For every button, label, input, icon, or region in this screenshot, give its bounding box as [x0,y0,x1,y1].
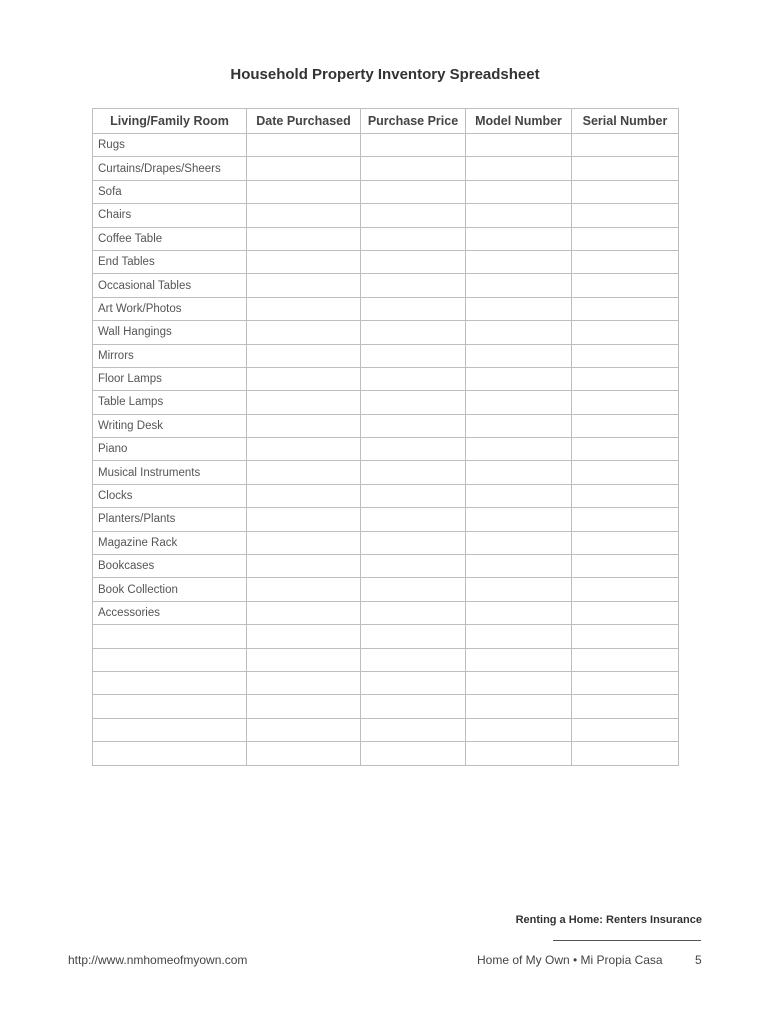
table-row [93,601,679,624]
item-cell: Planters/Plants [93,508,247,531]
serial-number-cell[interactable] [572,157,679,180]
table-row [93,578,679,601]
serial-number-cell[interactable] [572,508,679,531]
purchase-price-cell[interactable] [361,414,466,437]
model-number-cell[interactable] [466,438,572,461]
model-number-cell[interactable] [466,321,572,344]
item-cell: Wall Hangings [93,321,247,344]
inventory-table [92,108,679,766]
model-number-cell[interactable] [466,648,572,671]
model-number-cell[interactable] [466,227,572,250]
serial-number-cell[interactable] [572,531,679,554]
table-row [93,695,679,718]
serial-number-cell[interactable] [572,250,679,273]
footer-divider [553,940,701,941]
date-purchased-cell[interactable] [247,367,361,390]
table-row [93,367,679,390]
date-purchased-cell[interactable] [247,484,361,507]
model-number-cell[interactable] [466,531,572,554]
serial-number-cell[interactable] [572,321,679,344]
model-number-cell[interactable] [466,484,572,507]
purchase-price-cell[interactable] [361,438,466,461]
date-purchased-cell[interactable] [247,344,361,367]
model-number-cell[interactable] [466,508,572,531]
serial-number-cell[interactable] [572,367,679,390]
purchase-price-cell[interactable] [361,180,466,203]
serial-number-cell[interactable] [572,180,679,203]
purchase-price-cell[interactable] [361,625,466,648]
model-number-cell[interactable] [466,555,572,578]
item-cell [93,671,247,694]
serial-number-cell[interactable] [572,742,679,765]
purchase-price-cell[interactable] [361,157,466,180]
model-number-cell[interactable] [466,250,572,273]
date-purchased-cell[interactable] [247,555,361,578]
header-item: Living/Family Room [93,109,247,134]
model-number-cell[interactable] [466,742,572,765]
date-purchased-cell[interactable] [247,414,361,437]
item-cell: Occasional Tables [93,274,247,297]
item-cell: Floor Lamps [93,367,247,390]
item-cell [93,718,247,741]
table-row [93,391,679,414]
serial-number-cell[interactable] [572,204,679,227]
item-cell: Accessories [93,601,247,624]
serial-number-cell[interactable] [572,718,679,741]
table-row [93,508,679,531]
footer-brand: Home of My Own • Mi Propia Casa [477,953,663,967]
item-cell: Mirrors [93,344,247,367]
model-number-cell[interactable] [466,157,572,180]
item-cell: Table Lamps [93,391,247,414]
date-purchased-cell[interactable] [247,250,361,273]
item-cell [93,695,247,718]
serial-number-cell[interactable] [572,601,679,624]
model-number-cell[interactable] [466,391,572,414]
item-cell: Magazine Rack [93,531,247,554]
date-purchased-cell[interactable] [247,227,361,250]
item-cell: Writing Desk [93,414,247,437]
serial-number-cell[interactable] [572,648,679,671]
serial-number-cell[interactable] [572,438,679,461]
item-cell: Clocks [93,484,247,507]
table-row [93,157,679,180]
item-cell: Musical Instruments [93,461,247,484]
table-row [93,648,679,671]
page-title: Household Property Inventory Spreadsheet [230,66,540,83]
date-purchased-cell[interactable] [247,180,361,203]
item-cell: Chairs [93,204,247,227]
purchase-price-cell[interactable] [361,601,466,624]
table-row [93,438,679,461]
item-cell [93,742,247,765]
serial-number-cell[interactable] [572,344,679,367]
model-number-cell[interactable] [466,601,572,624]
header-purchase-price: Purchase Price [361,109,466,134]
table-row [93,742,679,765]
model-number-cell[interactable] [466,134,572,157]
item-cell: Art Work/Photos [93,297,247,320]
footer-section-title: Renting a Home: Renters Insurance [515,914,702,926]
serial-number-cell[interactable] [572,461,679,484]
purchase-price-cell[interactable] [361,461,466,484]
serial-number-cell[interactable] [572,484,679,507]
purchase-price-cell[interactable] [361,484,466,507]
date-purchased-cell[interactable] [247,742,361,765]
serial-number-cell[interactable] [572,297,679,320]
date-purchased-cell[interactable] [247,274,361,297]
date-purchased-cell[interactable] [247,718,361,741]
table-row [93,531,679,554]
date-purchased-cell[interactable] [247,134,361,157]
model-number-cell[interactable] [466,297,572,320]
date-purchased-cell[interactable] [247,671,361,694]
date-purchased-cell[interactable] [247,204,361,227]
table-row [93,321,679,344]
table-row [93,134,679,157]
serial-number-cell[interactable] [572,578,679,601]
table-row [93,227,679,250]
header-date-purchased: Date Purchased [247,109,361,134]
date-purchased-cell[interactable] [247,438,361,461]
model-number-cell[interactable] [466,718,572,741]
model-number-cell[interactable] [466,695,572,718]
purchase-price-cell[interactable] [361,367,466,390]
purchase-price-cell[interactable] [361,297,466,320]
purchase-price-cell[interactable] [361,204,466,227]
item-cell: Piano [93,438,247,461]
page-number: 5 [695,953,702,967]
header-model-number: Model Number [466,109,572,134]
purchase-price-cell[interactable] [361,391,466,414]
date-purchased-cell[interactable] [247,601,361,624]
date-purchased-cell[interactable] [247,461,361,484]
model-number-cell[interactable] [466,671,572,694]
date-purchased-cell[interactable] [247,648,361,671]
model-number-cell[interactable] [466,180,572,203]
purchase-price-cell[interactable] [361,274,466,297]
purchase-price-cell[interactable] [361,555,466,578]
serial-number-cell[interactable] [572,274,679,297]
model-number-cell[interactable] [466,625,572,648]
item-cell: Rugs [93,134,247,157]
serial-number-cell[interactable] [572,555,679,578]
table-row [93,671,679,694]
item-cell: Book Collection [93,578,247,601]
header-row [93,109,679,134]
date-purchased-cell[interactable] [247,297,361,320]
item-cell: Sofa [93,180,247,203]
table-row [93,718,679,741]
date-purchased-cell[interactable] [247,531,361,554]
serial-number-cell[interactable] [572,625,679,648]
purchase-price-cell[interactable] [361,671,466,694]
purchase-price-cell[interactable] [361,742,466,765]
table-row [93,555,679,578]
table-row [93,180,679,203]
item-cell: Coffee Table [93,227,247,250]
date-purchased-cell[interactable] [247,391,361,414]
footer-url: http://www.nmhomeofmyown.com [68,953,248,967]
purchase-price-cell[interactable] [361,648,466,671]
serial-number-cell[interactable] [572,414,679,437]
table-row [93,625,679,648]
purchase-price-cell[interactable] [361,578,466,601]
table-row [93,250,679,273]
serial-number-cell[interactable] [572,391,679,414]
table-row [93,344,679,367]
purchase-price-cell[interactable] [361,718,466,741]
date-purchased-cell[interactable] [247,157,361,180]
model-number-cell[interactable] [466,578,572,601]
model-number-cell[interactable] [466,367,572,390]
purchase-price-cell[interactable] [361,134,466,157]
item-cell: Bookcases [93,555,247,578]
table-row [93,414,679,437]
model-number-cell[interactable] [466,274,572,297]
purchase-price-cell[interactable] [361,321,466,344]
table-row [93,204,679,227]
purchase-price-cell[interactable] [361,227,466,250]
item-cell: End Tables [93,250,247,273]
item-cell: Curtains/Drapes/Sheers [93,157,247,180]
serial-number-cell[interactable] [572,671,679,694]
table-row [93,274,679,297]
date-purchased-cell[interactable] [247,695,361,718]
model-number-cell[interactable] [466,344,572,367]
date-purchased-cell[interactable] [247,578,361,601]
serial-number-cell[interactable] [572,134,679,157]
model-number-cell[interactable] [466,461,572,484]
purchase-price-cell[interactable] [361,695,466,718]
date-purchased-cell[interactable] [247,625,361,648]
purchase-price-cell[interactable] [361,508,466,531]
serial-number-cell[interactable] [572,695,679,718]
model-number-cell[interactable] [466,414,572,437]
date-purchased-cell[interactable] [247,508,361,531]
date-purchased-cell[interactable] [247,321,361,344]
purchase-price-cell[interactable] [361,250,466,273]
serial-number-cell[interactable] [572,227,679,250]
purchase-price-cell[interactable] [361,344,466,367]
table-row [93,297,679,320]
purchase-price-cell[interactable] [361,531,466,554]
table-row [93,461,679,484]
model-number-cell[interactable] [466,204,572,227]
item-cell [93,625,247,648]
table-row [93,484,679,507]
header-serial-number: Serial Number [572,109,679,134]
item-cell [93,648,247,671]
